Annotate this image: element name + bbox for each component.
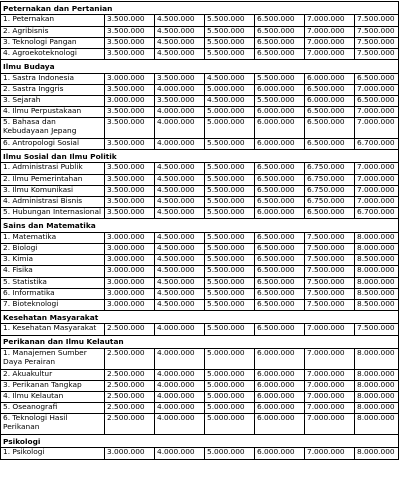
fee-cell: 3.500.000 — [105, 118, 155, 139]
fee-cell: 8.000.000 — [355, 414, 399, 435]
fee-cell: 4.500.000 — [205, 95, 255, 106]
fee-cell: 6.500.000 — [305, 84, 355, 95]
program-name: 3. Ilmu Komunikasi — [1, 185, 105, 196]
program-name: 1. Matematika — [1, 232, 105, 243]
fee-cell: 5.500.000 — [205, 232, 255, 243]
table-row — [1, 380, 399, 391]
table-row — [1, 392, 399, 403]
fee-cell: 3.500.000 — [155, 95, 205, 106]
fee-cell: 4.000.000 — [155, 107, 205, 118]
table-row — [1, 448, 399, 459]
fee-cell: 6.500.000 — [305, 138, 355, 149]
fee-cell: 7.500.000 — [305, 232, 355, 243]
program-name: 2. Akuakultur — [1, 369, 105, 380]
group-header-row — [1, 435, 399, 448]
table-row — [1, 107, 399, 118]
fee-cell: 6.000.000 — [255, 107, 305, 118]
fee-cell: 6.500.000 — [255, 288, 305, 299]
fee-cell: 6.750.000 — [305, 163, 355, 174]
fee-cell: 3.000.000 — [105, 73, 155, 84]
fee-cell: 4.500.000 — [155, 37, 205, 48]
fee-cell: 5.500.000 — [205, 324, 255, 335]
fee-cell: 6.000.000 — [255, 403, 305, 414]
fee-cell: 7.000.000 — [355, 118, 399, 139]
program-name: 2. Biologi — [1, 243, 105, 254]
program-name: 1. Kesehatan Masyarakat — [1, 324, 105, 335]
fee-cell: 7.500.000 — [355, 48, 399, 59]
fee-cell: 6.500.000 — [255, 37, 305, 48]
fee-cell: 6.000.000 — [255, 118, 305, 139]
table-row — [1, 118, 399, 139]
table-row — [1, 299, 399, 310]
fee-cell: 6.000.000 — [305, 95, 355, 106]
fee-cell: 6.500.000 — [305, 118, 355, 139]
fee-cell: 3.500.000 — [105, 197, 155, 208]
fee-cell: 6.500.000 — [255, 324, 305, 335]
fee-cell: 4.000.000 — [155, 138, 205, 149]
fee-cell: 5.500.000 — [205, 208, 255, 219]
fee-cell: 4.500.000 — [155, 163, 205, 174]
group-title: Psikologi — [1, 435, 399, 448]
program-name: 6. Informatika — [1, 288, 105, 299]
fee-cell: 7.000.000 — [305, 26, 355, 37]
tuition-fee-table — [0, 1, 399, 460]
fee-cell: 6.500.000 — [305, 107, 355, 118]
fee-cell: 5.500.000 — [255, 95, 305, 106]
fee-cell: 2.500.000 — [105, 380, 155, 391]
fee-cell: 4.000.000 — [155, 349, 205, 370]
fee-cell: 6.500.000 — [255, 197, 305, 208]
program-name: 1. Peternakan — [1, 15, 105, 26]
program-name: 1. Sastra Indonesia — [1, 73, 105, 84]
program-name: 1. Administrasi Publik — [1, 163, 105, 174]
program-name: 4. Agroekoteknologi — [1, 48, 105, 59]
table-row — [1, 324, 399, 335]
group-title: Ilmu Sosial dan Ilmu Politik — [1, 150, 399, 163]
fee-cell: 6.500.000 — [355, 95, 399, 106]
fee-cell: 6.500.000 — [305, 208, 355, 219]
fee-cell: 8.500.000 — [355, 288, 399, 299]
fee-cell: 7.500.000 — [305, 299, 355, 310]
fee-cell: 3.500.000 — [105, 107, 155, 118]
fee-cell: 5.000.000 — [205, 369, 255, 380]
fee-cell: 3.500.000 — [105, 84, 155, 95]
fee-cell: 4.000.000 — [155, 380, 205, 391]
group-title: Kesehatan Masyarakat — [1, 311, 399, 324]
fee-cell: 2.500.000 — [105, 403, 155, 414]
fee-cell: 5.500.000 — [205, 185, 255, 196]
fee-cell: 8.000.000 — [355, 369, 399, 380]
fee-cell: 7.500.000 — [355, 15, 399, 26]
table-row — [1, 197, 399, 208]
program-name: 2. Ilmu Pemerintahan — [1, 174, 105, 185]
fee-cell: 4.000.000 — [155, 118, 205, 139]
fee-cell: 7.000.000 — [305, 37, 355, 48]
fee-cell: 5.500.000 — [205, 243, 255, 254]
fee-cell: 7.000.000 — [355, 84, 399, 95]
fee-cell: 5.000.000 — [205, 107, 255, 118]
fee-cell: 6.500.000 — [255, 266, 305, 277]
program-name: 5. Statistika — [1, 277, 105, 288]
fee-cell: 7.000.000 — [305, 369, 355, 380]
fee-cell: 2.500.000 — [105, 324, 155, 335]
fee-cell: 5.500.000 — [205, 174, 255, 185]
table-row — [1, 185, 399, 196]
table-row — [1, 255, 399, 266]
fee-cell: 5.500.000 — [255, 73, 305, 84]
fee-cell: 7.500.000 — [305, 266, 355, 277]
fee-cell: 5.500.000 — [205, 277, 255, 288]
fee-cell: 4.500.000 — [155, 288, 205, 299]
table-row — [1, 174, 399, 185]
table-row — [1, 208, 399, 219]
fee-cell: 3.000.000 — [105, 243, 155, 254]
table-row — [1, 403, 399, 414]
fee-cell: 7.000.000 — [355, 197, 399, 208]
program-name: 3. Perikanan Tangkap — [1, 380, 105, 391]
group-title: Perikanan dan Ilmu Kelautan — [1, 335, 399, 348]
fee-cell: 6.500.000 — [255, 15, 305, 26]
fee-cell: 5.000.000 — [205, 414, 255, 435]
table-row — [1, 163, 399, 174]
fee-cell: 4.000.000 — [155, 403, 205, 414]
fee-cell: 8.500.000 — [355, 299, 399, 310]
program-name: 2. Sastra Inggris — [1, 84, 105, 95]
fee-cell: 6.500.000 — [255, 232, 305, 243]
fee-cell: 8.000.000 — [355, 266, 399, 277]
fee-cell: 6.000.000 — [255, 448, 305, 459]
group-header-row — [1, 311, 399, 324]
fee-cell: 3.500.000 — [105, 26, 155, 37]
fee-cell: 5.500.000 — [205, 197, 255, 208]
fee-cell: 4.000.000 — [155, 324, 205, 335]
fee-cell: 5.000.000 — [205, 118, 255, 139]
fee-cell: 7.500.000 — [355, 37, 399, 48]
table-row — [1, 84, 399, 95]
fee-cell: 2.500.000 — [105, 392, 155, 403]
fee-cell: 6.000.000 — [255, 392, 305, 403]
group-header-row — [1, 219, 399, 232]
fee-cell: 4.500.000 — [155, 277, 205, 288]
fee-cell: 7.000.000 — [355, 163, 399, 174]
fee-cell: 7.000.000 — [305, 349, 355, 370]
table-row — [1, 48, 399, 59]
fee-cell: 5.500.000 — [205, 48, 255, 59]
fee-cell: 8.000.000 — [355, 232, 399, 243]
fee-cell: 5.500.000 — [205, 266, 255, 277]
fee-cell: 3.500.000 — [105, 185, 155, 196]
fee-cell: 4.500.000 — [155, 174, 205, 185]
table-row — [1, 414, 399, 435]
program-name: 2. Agribisnis — [1, 26, 105, 37]
fee-cell: 6.700.000 — [355, 208, 399, 219]
fee-cell: 6.750.000 — [305, 185, 355, 196]
table-row — [1, 266, 399, 277]
table-row — [1, 243, 399, 254]
table-row — [1, 138, 399, 149]
fee-cell: 4.500.000 — [155, 185, 205, 196]
fee-cell: 6.000.000 — [255, 349, 305, 370]
group-header-row — [1, 60, 399, 73]
program-name: 4. Fisika — [1, 266, 105, 277]
fee-cell: 7.500.000 — [305, 288, 355, 299]
fee-cell: 8.000.000 — [355, 380, 399, 391]
fee-cell: 4.500.000 — [155, 197, 205, 208]
fee-cell: 3.000.000 — [105, 299, 155, 310]
fee-cell: 4.500.000 — [155, 299, 205, 310]
fee-cell: 8.500.000 — [355, 255, 399, 266]
program-name: 6. Teknologi Hasil Perikanan — [1, 414, 105, 435]
table-row — [1, 37, 399, 48]
table-row — [1, 15, 399, 26]
table-row — [1, 349, 399, 370]
fee-cell: 5.500.000 — [205, 138, 255, 149]
fee-cell: 3.500.000 — [105, 208, 155, 219]
fee-cell: 8.000.000 — [355, 448, 399, 459]
group-header-row — [1, 150, 399, 163]
fee-cell: 6.000.000 — [255, 84, 305, 95]
fee-cell: 3.000.000 — [105, 266, 155, 277]
fee-cell: 6.500.000 — [255, 48, 305, 59]
table-row — [1, 73, 399, 84]
fee-cell: 2.500.000 — [105, 414, 155, 435]
fee-cell: 7.500.000 — [305, 277, 355, 288]
fee-cell: 6.500.000 — [255, 185, 305, 196]
fee-cell: 8.000.000 — [355, 349, 399, 370]
fee-cell: 3.500.000 — [105, 48, 155, 59]
fee-cell: 3.500.000 — [105, 174, 155, 185]
fee-cell: 8.000.000 — [355, 403, 399, 414]
fee-cell: 6.000.000 — [255, 208, 305, 219]
fee-cell: 6.000.000 — [255, 380, 305, 391]
fee-cell: 8.000.000 — [355, 243, 399, 254]
fee-cell: 6.000.000 — [305, 73, 355, 84]
fee-cell: 6.000.000 — [255, 369, 305, 380]
table-row — [1, 369, 399, 380]
fee-cell: 7.000.000 — [305, 324, 355, 335]
fee-cell: 5.000.000 — [205, 349, 255, 370]
fee-cell: 3.000.000 — [105, 255, 155, 266]
fee-cell: 5.500.000 — [205, 26, 255, 37]
fee-cell: 4.000.000 — [155, 414, 205, 435]
fee-cell: 3.000.000 — [105, 277, 155, 288]
fee-cell: 6.000.000 — [255, 138, 305, 149]
fee-cell: 6.500.000 — [255, 277, 305, 288]
fee-cell: 3.500.000 — [155, 73, 205, 84]
fee-cell: 4.500.000 — [205, 73, 255, 84]
table-row — [1, 288, 399, 299]
program-name: 1. Manajemen Sumber Daya Perairan — [1, 349, 105, 370]
fee-cell: 4.500.000 — [155, 48, 205, 59]
fee-cell: 5.500.000 — [205, 299, 255, 310]
fee-cell: 7.500.000 — [305, 243, 355, 254]
fee-cell: 7.000.000 — [305, 15, 355, 26]
table-row — [1, 95, 399, 106]
fee-cell: 5.500.000 — [205, 15, 255, 26]
fee-cell: 7.000.000 — [305, 48, 355, 59]
program-name: 5. Hubungan Internasional — [1, 208, 105, 219]
fee-cell: 7.500.000 — [305, 255, 355, 266]
fee-cell: 3.000.000 — [105, 448, 155, 459]
fee-cell: 6.500.000 — [255, 163, 305, 174]
table-row — [1, 26, 399, 37]
fee-cell: 5.000.000 — [205, 392, 255, 403]
fee-cell: 7.000.000 — [305, 392, 355, 403]
fee-cell: 7.000.000 — [355, 107, 399, 118]
fee-cell: 7.000.000 — [305, 403, 355, 414]
fee-cell: 7.000.000 — [305, 448, 355, 459]
fee-cell: 5.000.000 — [205, 403, 255, 414]
fee-cell: 5.500.000 — [205, 37, 255, 48]
fee-cell: 3.500.000 — [105, 15, 155, 26]
fee-cell: 7.500.000 — [355, 324, 399, 335]
fee-cell: 5.500.000 — [205, 163, 255, 174]
fee-cell: 6.500.000 — [355, 73, 399, 84]
table-row — [1, 232, 399, 243]
program-name: 3. Teknologi Pangan — [1, 37, 105, 48]
fee-cell: 7.000.000 — [355, 185, 399, 196]
fee-cell: 2.500.000 — [105, 369, 155, 380]
program-name: 6. Antropologi Sosial — [1, 138, 105, 149]
fee-cell: 7.000.000 — [355, 174, 399, 185]
fee-cell: 5.500.000 — [205, 288, 255, 299]
group-header-row — [1, 2, 399, 15]
fee-cell: 4.500.000 — [155, 208, 205, 219]
program-name: 4. Administrasi Bisnis — [1, 197, 105, 208]
group-title: Peternakan dan Pertanian — [1, 2, 399, 15]
fee-cell: 6.750.000 — [305, 197, 355, 208]
fee-cell: 6.500.000 — [255, 174, 305, 185]
fee-cell: 4.500.000 — [155, 26, 205, 37]
fee-cell: 5.000.000 — [205, 380, 255, 391]
program-name: 7. Bioteknologi — [1, 299, 105, 310]
fee-cell: 7.000.000 — [305, 414, 355, 435]
fee-cell: 3.000.000 — [105, 95, 155, 106]
program-name: 3. Kimia — [1, 255, 105, 266]
program-name: 5. Bahasa dan Kebudayaan Jepang — [1, 118, 105, 139]
table-row — [1, 277, 399, 288]
fee-cell: 6.500.000 — [255, 243, 305, 254]
fee-cell: 5.000.000 — [205, 448, 255, 459]
fee-cell: 5.500.000 — [205, 255, 255, 266]
fee-cell: 6.700.000 — [355, 138, 399, 149]
fee-cell: 8.000.000 — [355, 392, 399, 403]
fee-cell: 4.500.000 — [155, 255, 205, 266]
fee-cell: 3.000.000 — [105, 288, 155, 299]
program-name: 4. Ilmu Perpustakaan — [1, 107, 105, 118]
fee-cell: 4.500.000 — [155, 243, 205, 254]
fee-cell: 7.500.000 — [355, 26, 399, 37]
table-body — [1, 2, 399, 460]
program-name: 5. Oseanografi — [1, 403, 105, 414]
fee-cell: 3.500.000 — [105, 37, 155, 48]
fee-cell: 4.500.000 — [155, 232, 205, 243]
fee-cell: 6.750.000 — [305, 174, 355, 185]
fee-cell: 6.000.000 — [255, 414, 305, 435]
fee-cell: 4.500.000 — [155, 266, 205, 277]
fee-cell: 3.500.000 — [105, 163, 155, 174]
fee-cell: 5.000.000 — [205, 84, 255, 95]
program-name: 1. Psikologi — [1, 448, 105, 459]
fee-cell: 6.500.000 — [255, 255, 305, 266]
group-title: Ilmu Budaya — [1, 60, 399, 73]
fee-cell: 4.000.000 — [155, 448, 205, 459]
fee-cell: 3.500.000 — [105, 138, 155, 149]
fee-cell: 4.000.000 — [155, 84, 205, 95]
fee-cell: 8.000.000 — [355, 277, 399, 288]
fee-cell: 4.500.000 — [155, 15, 205, 26]
program-name: 4. Ilmu Kelautan — [1, 392, 105, 403]
fee-cell: 7.000.000 — [305, 380, 355, 391]
group-title: Sains dan Matematika — [1, 219, 399, 232]
fee-cell: 4.000.000 — [155, 369, 205, 380]
fee-cell: 6.500.000 — [255, 299, 305, 310]
fee-cell: 3.000.000 — [105, 232, 155, 243]
fee-cell: 2.500.000 — [105, 349, 155, 370]
fee-cell: 4.000.000 — [155, 392, 205, 403]
group-header-row — [1, 335, 399, 348]
fee-cell: 6.500.000 — [255, 26, 305, 37]
program-name: 3. Sejarah — [1, 95, 105, 106]
